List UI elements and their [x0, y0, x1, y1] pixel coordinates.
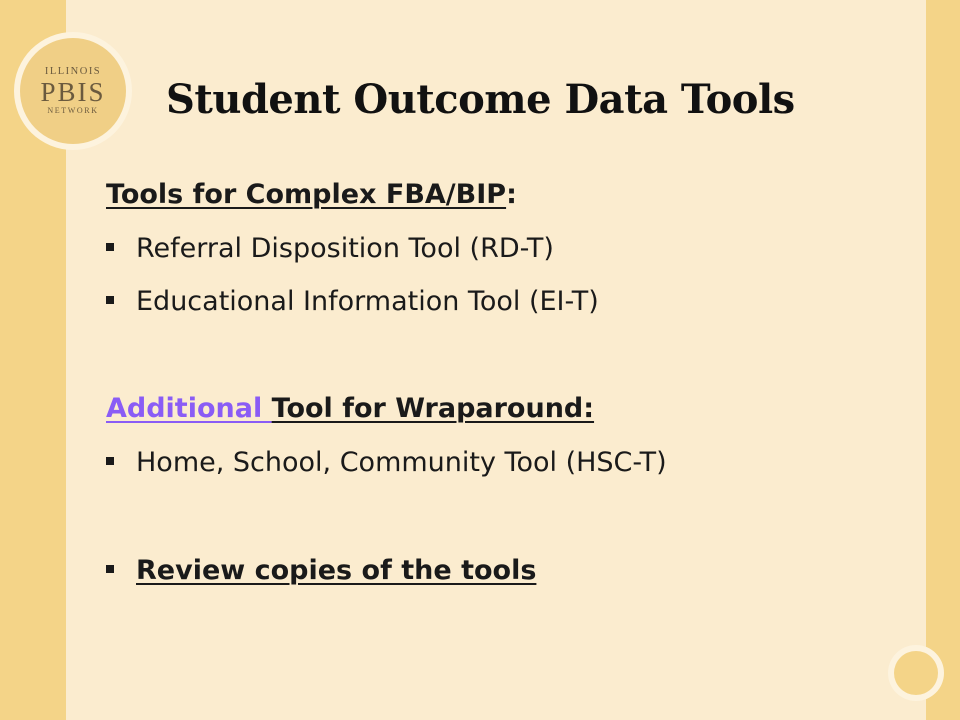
section2-heading-line [106, 393, 594, 424]
list-item [106, 233, 554, 264]
slide-title: Student Outcome Data Tools [166, 76, 795, 123]
list-item-text: Referral Disposition Tool (RD-T) [136, 233, 554, 264]
section1-heading: Tools for Complex FBA/BIP [106, 179, 507, 210]
list-item [106, 447, 667, 478]
section1-heading-colon: : [506, 179, 517, 210]
square-bullet-icon [106, 243, 114, 251]
slide-content [106, 0, 906, 720]
logo-main-text: PBIS [40, 77, 106, 107]
review-tools-text: Review copies of the tools [136, 555, 537, 586]
logo-bottom-text: NETWORK [47, 106, 99, 115]
square-bullet-icon [106, 565, 114, 573]
review-item [106, 555, 536, 586]
decorative-circle [894, 651, 938, 695]
logo-top-text: ILLINOIS [44, 66, 102, 77]
section1-heading-line [106, 179, 517, 210]
list-item-text: Home, School, Community Tool (HSC-T) [136, 447, 667, 478]
right-accent-stripe [926, 0, 960, 720]
square-bullet-icon [106, 296, 114, 304]
square-bullet-icon [106, 457, 114, 465]
list-item-text: Educational Information Tool (EI-T) [136, 286, 599, 317]
section2-heading: Tool for Wraparound: [271, 393, 595, 424]
list-item [106, 286, 599, 317]
additional-link[interactable]: Additional [106, 393, 272, 424]
